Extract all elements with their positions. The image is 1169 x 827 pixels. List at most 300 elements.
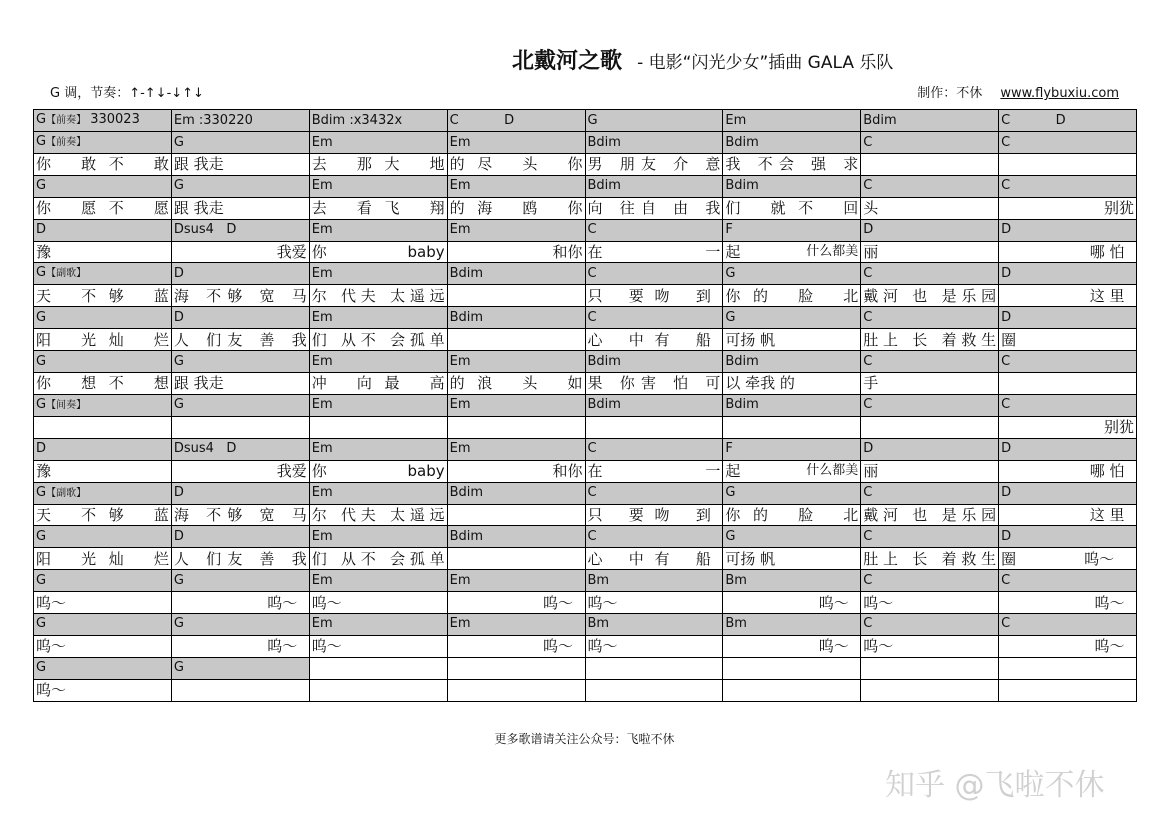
lyric-text: 圈 <box>1001 330 1017 349</box>
chord-shape: 330023 <box>86 112 140 127</box>
lyric-cell <box>861 460 999 482</box>
chord-name: G <box>587 112 598 128</box>
lyric-cell <box>34 154 172 176</box>
lyric-text: 海 不够 宽 马 <box>173 286 307 305</box>
lyric-cell <box>447 197 585 219</box>
chord-name: G <box>36 572 47 588</box>
lyric-text: 呜～ <box>542 593 583 612</box>
song-title: 北戴河之歌 <box>512 49 623 74</box>
chord-cell <box>999 307 1137 329</box>
lyric-cell <box>309 592 447 614</box>
chord-row <box>34 219 1137 241</box>
chord-cell <box>34 351 172 373</box>
chord-cell <box>447 526 585 548</box>
chord-name: Em <box>449 441 471 457</box>
chord-name: G <box>36 178 47 194</box>
lyric-text: 海 不够 宽 马 <box>173 506 307 525</box>
lyric-text: 跟 我走 <box>173 374 224 393</box>
chord-name: C <box>587 485 597 501</box>
chord-cell <box>585 175 723 197</box>
chord-cell <box>309 526 447 548</box>
chord-cell <box>723 438 861 460</box>
chord-cell <box>861 351 999 373</box>
chord-name: Em <box>311 134 333 150</box>
chord-name: Bdim <box>449 265 484 281</box>
footer-note: 更多歌谱请关注公众号：飞啦不休 <box>494 732 675 746</box>
chord-cell <box>171 526 309 548</box>
chord-name: Bdim <box>449 528 484 544</box>
chord-name: G <box>36 396 47 412</box>
chord-name: Bdim <box>449 485 484 501</box>
chord-name: D <box>173 528 184 544</box>
chord-cell <box>585 526 723 548</box>
chord-cell <box>999 132 1137 154</box>
lyric-text: 在 一 <box>587 462 721 481</box>
chord-name: G <box>173 397 184 413</box>
chord-name: D <box>1001 485 1012 501</box>
chord-cell <box>447 132 585 154</box>
chord-cell <box>861 219 999 241</box>
lyric-cell <box>999 416 1137 438</box>
chord-name: Em <box>311 572 333 588</box>
chord-cell <box>309 175 447 197</box>
lyric-text: 我爱 <box>276 243 307 261</box>
chord-name: Bdim <box>587 178 621 194</box>
chord-cell <box>171 351 309 373</box>
chord-name: Bm <box>587 572 610 588</box>
lyric-cell <box>999 285 1137 307</box>
lyric-text: 呜～ <box>863 593 894 612</box>
lyric-text: 呜～ <box>1084 549 1115 568</box>
lyric-cell <box>585 285 723 307</box>
lyric-cell <box>999 154 1137 176</box>
chord-name: C <box>1001 134 1011 150</box>
lyric-text: 丽 <box>863 243 879 261</box>
chord-cell <box>723 657 861 679</box>
chord-cell <box>447 657 585 679</box>
lyric-text: 戴河 也 是乐园 <box>863 286 997 305</box>
lyric-cell <box>585 460 723 482</box>
chord-name: G <box>36 309 47 325</box>
lyric-text: 你 敢不 敢 <box>36 155 169 174</box>
lyric-cell <box>34 679 172 701</box>
chord-name: C D <box>449 112 515 128</box>
lyric-cell <box>309 679 447 701</box>
lyric-text: 我爱 <box>276 462 307 481</box>
chord-cell <box>723 307 861 329</box>
lyric-text: 起 <box>725 243 741 261</box>
chord-name: D <box>36 222 47 238</box>
chord-name: Em <box>311 178 333 194</box>
lyric-cell <box>585 548 723 570</box>
lyric-text: 别犹 <box>1103 199 1134 218</box>
chord-name: Bdim <box>725 134 759 150</box>
chord-name: D <box>1001 265 1012 281</box>
lyric-cell <box>861 329 999 351</box>
chord-cell <box>34 657 172 679</box>
chord-cell <box>171 219 309 241</box>
chord-cell <box>861 394 999 416</box>
lyric-cell <box>999 460 1137 482</box>
chord-cell <box>447 219 585 241</box>
chord-row <box>34 614 1137 636</box>
lyric-cell <box>447 548 585 570</box>
chord-cell <box>585 132 723 154</box>
chord-cell <box>861 482 999 504</box>
lyric-cell <box>447 329 585 351</box>
lyric-text: 呜～ <box>587 593 618 612</box>
lyric-text: 尔 代夫 太遥远 <box>311 286 445 305</box>
lyric-text: 呜～ <box>542 637 583 656</box>
lyric-cell <box>999 548 1137 570</box>
lyric-cell <box>309 460 447 482</box>
lyric-cell <box>34 241 172 263</box>
chord-name: G <box>173 134 184 150</box>
lyric-cell <box>171 241 309 263</box>
lyric-row <box>34 592 1137 614</box>
lyric-text: 呜～ <box>311 637 342 656</box>
lyric-text: 别犹 <box>1103 418 1134 437</box>
lyric-cell <box>171 548 309 570</box>
lyric-cell <box>585 635 723 657</box>
lyric-cell <box>585 373 723 395</box>
chord-cell <box>585 438 723 460</box>
chord-name: C <box>587 309 597 325</box>
chord-cell <box>585 570 723 592</box>
chord-name: C <box>1001 397 1011 413</box>
lyric-text: 呜～ <box>587 637 618 656</box>
chord-cell <box>999 657 1137 679</box>
chord-cell <box>585 351 723 373</box>
lyric-cell <box>999 592 1137 614</box>
chord-cell <box>309 394 447 416</box>
lyric-cell <box>171 592 309 614</box>
chord-cell <box>585 263 723 285</box>
lyric-row <box>34 460 1137 482</box>
lyric-text: 去 看飞 翔 <box>311 199 445 218</box>
lyric-cell <box>447 241 585 263</box>
lyric-cell <box>309 329 447 351</box>
chord-name: C <box>863 397 873 413</box>
lyric-cell <box>171 504 309 526</box>
lyric-cell <box>861 416 999 438</box>
lyric-cell <box>861 154 999 176</box>
chord-cell <box>999 614 1137 636</box>
chord-name: Bm <box>587 616 610 632</box>
lyric-text: 只 要吻 到 <box>587 506 721 525</box>
chord-name: G <box>173 660 184 676</box>
chord-cell <box>447 263 585 285</box>
chord-cell <box>34 263 172 285</box>
chord-cell <box>999 175 1137 197</box>
chord-row <box>34 175 1137 197</box>
chord-cell <box>585 482 723 504</box>
lyric-text: 豫 <box>36 243 52 261</box>
lyric-row <box>34 285 1137 307</box>
chord-cell <box>171 175 309 197</box>
chord-row <box>34 482 1137 504</box>
lyric-cell <box>171 460 309 482</box>
chord-name: C <box>863 178 873 194</box>
chord-cell <box>447 110 585 132</box>
lyric-cell <box>999 329 1137 351</box>
lyric-text: 你 愿不 愿 <box>36 199 169 218</box>
lyric-cell <box>171 373 309 395</box>
lyric-cell <box>447 679 585 701</box>
lyric-cell <box>861 592 999 614</box>
lyric-cell <box>447 504 585 526</box>
chord-cell <box>999 570 1137 592</box>
lyric-cell <box>585 592 723 614</box>
chord-cell <box>309 132 447 154</box>
chord-cell <box>447 307 585 329</box>
lyric-cell <box>171 197 309 219</box>
chord-name: Em <box>449 178 471 194</box>
lyric-text: 呜～ <box>267 593 307 612</box>
chord-name: F <box>725 222 733 238</box>
chord-name: C <box>587 528 597 544</box>
chord-cell <box>585 614 723 636</box>
lyric-text: 和你 <box>552 243 583 261</box>
chord-cell <box>585 657 723 679</box>
chord-name: G <box>725 485 736 501</box>
lyric-cell <box>34 416 172 438</box>
chord-cell <box>171 570 309 592</box>
chord-cell <box>861 570 999 592</box>
chord-cell <box>861 657 999 679</box>
author-credit: 制作：不休 <box>917 86 983 101</box>
chord-cell <box>861 526 999 548</box>
lyric-text: 们 从不 会孤单 <box>311 330 445 349</box>
lyric-cell <box>723 635 861 657</box>
chord-row <box>34 394 1137 416</box>
lyric-text: 你的 脸 北 <box>725 286 859 305</box>
lyric-text: 呜～ <box>36 681 67 700</box>
lyric-text: 呜～ <box>863 637 894 656</box>
lyric-cell <box>585 197 723 219</box>
lyric-text: 阳 光灿 烂 <box>36 330 169 349</box>
chord-cell <box>171 132 309 154</box>
chord-name: Em <box>449 353 471 369</box>
chord-name: D <box>1001 222 1012 238</box>
lyric-cell <box>447 285 585 307</box>
lyric-cell <box>171 635 309 657</box>
chord-row <box>34 438 1137 460</box>
chord-name: G <box>173 353 184 369</box>
chord-name: Em <box>449 397 471 413</box>
chord-cell <box>861 263 999 285</box>
lyric-cell <box>171 329 309 351</box>
lyric-text: 可扬 帆 <box>725 330 776 349</box>
chord-cell <box>723 614 861 636</box>
chord-name: C <box>863 572 873 588</box>
lyric-text: 在 一 <box>587 243 721 261</box>
lyric-text: 头 <box>863 199 879 218</box>
lyric-cell <box>999 197 1137 219</box>
section-label: 【副歌】 <box>46 268 87 280</box>
chord-cell <box>447 614 585 636</box>
chord-cell <box>309 614 447 636</box>
chord-cell <box>861 438 999 460</box>
lyric-cell <box>171 679 309 701</box>
lyric-text: 天 不够 蓝 <box>36 286 169 305</box>
chord-cell <box>585 394 723 416</box>
lyric-text: 戴河 也 是乐园 <box>863 506 997 525</box>
lyric-row <box>34 373 1137 395</box>
chord-cell <box>309 110 447 132</box>
lyric-text: 呜～ <box>311 593 342 612</box>
chord-row <box>34 132 1137 154</box>
lyric-text: 肚上 长 着救生 <box>863 549 997 568</box>
key-rhythm-info: G 调，节奏：↑-↑↓-↓↑↓ <box>50 86 204 101</box>
chord-cell <box>171 110 309 132</box>
chord-name: Bdim <box>725 178 759 194</box>
lyric-cell <box>999 241 1137 263</box>
lyric-text: 和你 <box>552 462 583 481</box>
chord-cell <box>861 132 999 154</box>
lyric-text: 呜～ <box>36 637 67 656</box>
chord-cell <box>34 219 172 241</box>
lyric-cell <box>723 548 861 570</box>
chord-name: G <box>725 309 736 325</box>
chord-name: Em <box>449 222 471 238</box>
lyric-text: 什么都美 <box>806 244 859 259</box>
lyric-cell <box>34 373 172 395</box>
chord-sheet-table <box>33 109 1137 702</box>
lyric-cell <box>861 679 999 701</box>
section-label: 【副歌】 <box>46 487 87 499</box>
lyric-cell <box>723 154 861 176</box>
lyric-cell <box>723 504 861 526</box>
lyric-text: 们 从不 会孤单 <box>311 549 445 568</box>
chord-name: C <box>1001 178 1011 194</box>
chord-cell <box>999 351 1137 373</box>
lyric-text: 男 朋友 介 意 <box>587 155 721 174</box>
lyric-cell <box>723 592 861 614</box>
chord-cell <box>34 132 172 154</box>
chord-row <box>34 307 1137 329</box>
chord-row <box>34 351 1137 373</box>
lyric-text: 哪 怕 <box>1089 462 1134 481</box>
chord-cell <box>34 438 172 460</box>
chord-name: G <box>725 528 736 544</box>
chord-row <box>34 526 1137 548</box>
lyric-cell <box>309 635 447 657</box>
chord-cell <box>34 394 172 416</box>
lyric-text: 人 们友 善 我 <box>173 549 307 568</box>
chord-cell <box>723 175 861 197</box>
chord-cell <box>34 307 172 329</box>
chord-name: G <box>36 353 47 369</box>
watermark: 知乎 @飞啦不休 <box>885 768 1105 803</box>
chord-name: Em <box>311 441 333 457</box>
chord-name: D <box>173 265 184 281</box>
chord-name: Em <box>449 134 471 150</box>
chord-name: C <box>863 265 873 281</box>
lyric-cell <box>309 548 447 570</box>
chord-cell <box>447 482 585 504</box>
chord-row <box>34 657 1137 679</box>
chord-cell <box>999 219 1137 241</box>
lyric-text: 跟 我走 <box>173 155 224 174</box>
chord-name: Bdim <box>725 397 759 413</box>
chord-name: F <box>725 441 733 457</box>
chord-cell <box>309 482 447 504</box>
chord-cell <box>723 132 861 154</box>
lyric-cell <box>34 548 172 570</box>
lyric-cell <box>861 197 999 219</box>
lyric-cell <box>585 241 723 263</box>
lyric-row <box>34 329 1137 351</box>
chord-cell <box>999 263 1137 285</box>
chord-cell <box>723 110 861 132</box>
chord-cell <box>34 570 172 592</box>
chord-cell <box>171 657 309 679</box>
website-link[interactable]: www.flybuxiu.com <box>1000 86 1119 101</box>
lyric-cell <box>861 635 999 657</box>
lyric-text: 什么都美 <box>806 463 859 479</box>
chord-cell <box>34 175 172 197</box>
chord-cell <box>171 614 309 636</box>
chord-cell <box>861 110 999 132</box>
lyric-text: 们 就不 回 <box>725 199 859 218</box>
lyric-text: 呜～ <box>267 637 307 656</box>
chord-cell <box>447 351 585 373</box>
lyric-text: 天 不够 蓝 <box>36 506 169 525</box>
chord-row <box>34 570 1137 592</box>
chord-cell <box>309 438 447 460</box>
lyric-text: 以 牵我 的 <box>725 374 795 393</box>
chord-name: G <box>725 265 736 281</box>
chord-name: D <box>863 441 874 457</box>
lyric-cell <box>171 416 309 438</box>
lyric-cell <box>34 504 172 526</box>
lyric-cell <box>34 635 172 657</box>
lyric-cell <box>723 679 861 701</box>
lyric-cell <box>999 373 1137 395</box>
chord-name: Em <box>725 112 747 128</box>
chord-name: C <box>1001 353 1011 369</box>
lyric-text: 只 要吻 到 <box>587 286 721 305</box>
chord-name: C <box>863 353 873 369</box>
lyric-text: 尔 代夫 太遥远 <box>311 506 445 525</box>
lyric-text: 呜～ <box>818 593 859 612</box>
chord-name: G <box>36 484 47 500</box>
chord-name: Bm <box>725 572 747 588</box>
lyric-cell <box>447 416 585 438</box>
lyric-cell <box>309 416 447 438</box>
chord-name: C <box>1001 572 1011 588</box>
lyric-cell <box>34 460 172 482</box>
section-label: 【前奏】 <box>46 115 87 126</box>
lyric-cell <box>309 154 447 176</box>
chord-name: Dsus4 D <box>173 441 237 457</box>
lyric-cell <box>723 197 861 219</box>
chord-name: D <box>1001 528 1012 544</box>
lyric-text: 呜～ <box>36 593 67 612</box>
chord-cell <box>999 110 1137 132</box>
chord-cell <box>585 110 723 132</box>
chord-cell <box>999 438 1137 460</box>
chord-name: G <box>36 528 47 544</box>
chord-cell <box>309 307 447 329</box>
lyric-cell <box>585 154 723 176</box>
lyric-cell <box>723 373 861 395</box>
chord-cell <box>861 307 999 329</box>
chord-name: C <box>863 485 873 501</box>
lyric-text: 可扬 帆 <box>725 549 776 568</box>
chord-name: Em <box>311 265 333 281</box>
